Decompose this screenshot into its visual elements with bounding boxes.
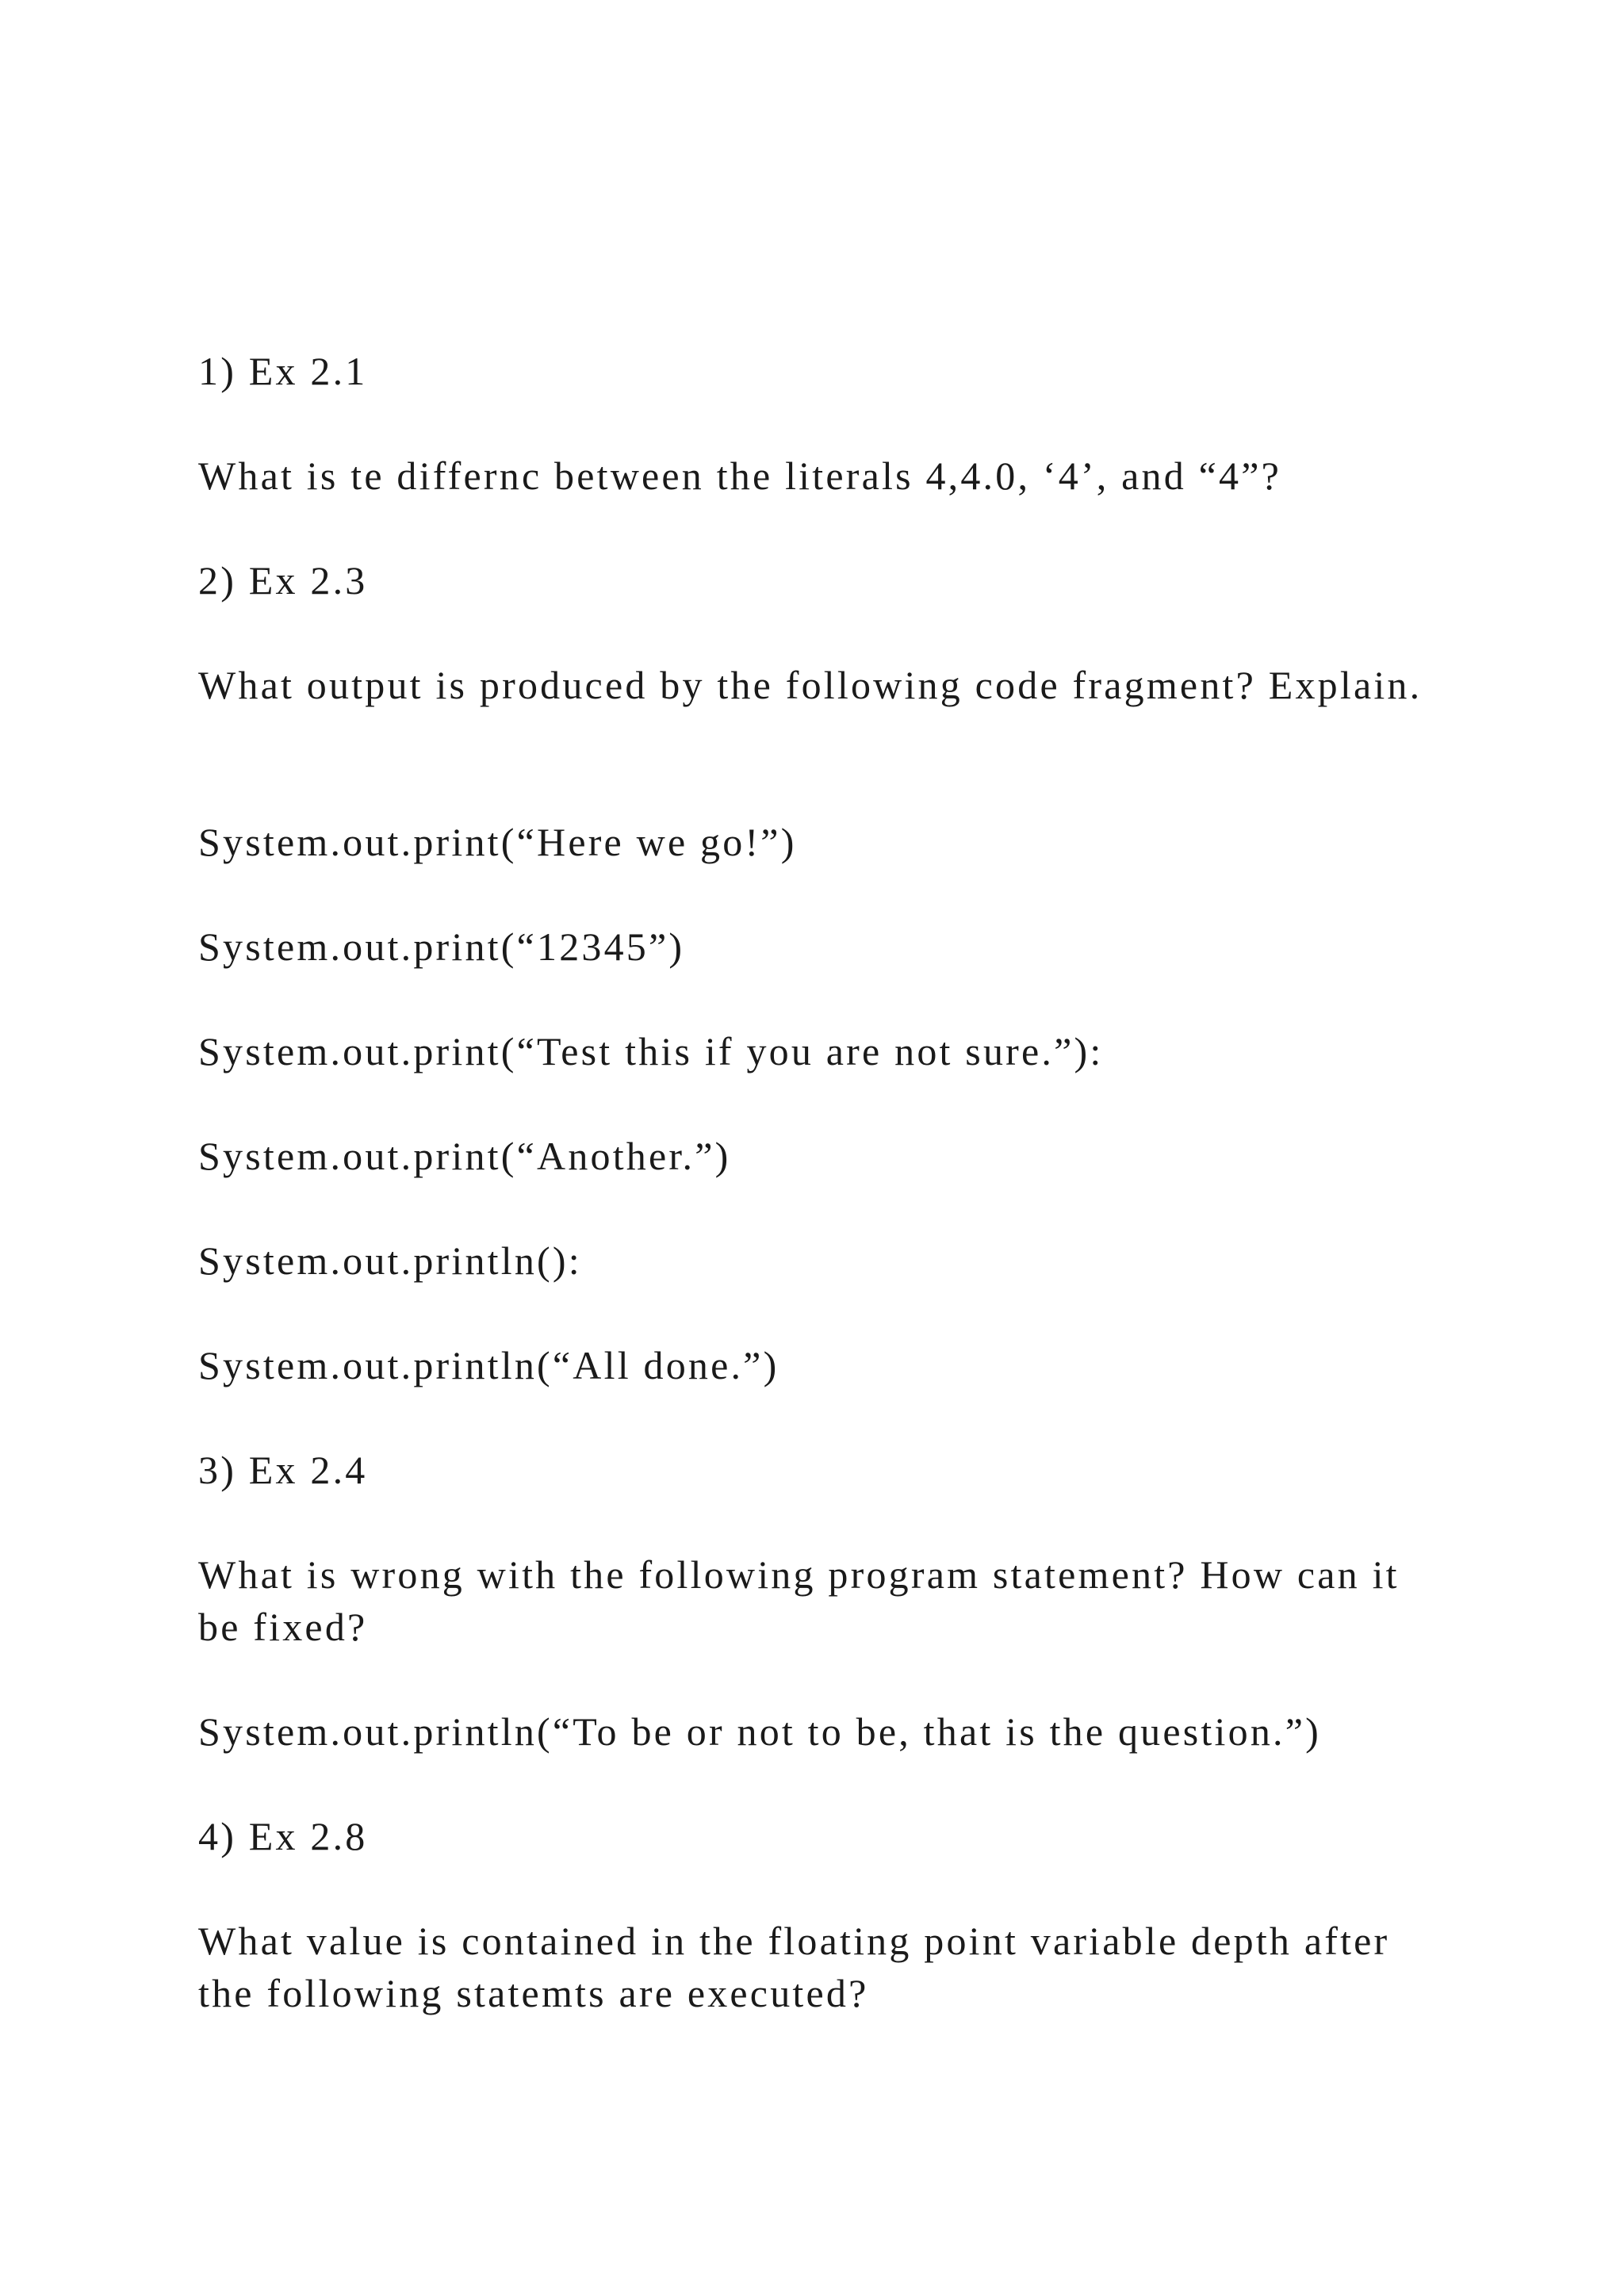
- code-line-1: System.out.print(“Here we go!”): [198, 820, 797, 864]
- exercise-heading-1: 1) Ex 2.1: [198, 349, 368, 393]
- code-line-3: System.out.print(“Test this if you are not sure.”):: [198, 1029, 1104, 1073]
- code-line-6: System.out.println(“All done.”): [198, 1343, 779, 1387]
- code-line-2: System.out.print(“12345”): [198, 924, 685, 969]
- question-text-3: What is wrong with the following program statement? How can it be fixed?: [198, 1552, 1400, 1649]
- code-line-7: System.out.println(“To be or not to be, that is the question.”): [198, 1709, 1321, 1754]
- exercise-heading-2: 2) Ex 2.3: [198, 558, 368, 603]
- question-text-4: What value is contained in the floating point variable depth after the following statemts are executed?: [198, 1919, 1390, 2015]
- code-line-4: System.out.print(“Another.”): [198, 1134, 731, 1178]
- question-text-2: What output is produced by the following code fragment? Explain.: [198, 663, 1423, 707]
- code-line-5: System.out.println():: [198, 1238, 582, 1283]
- exercise-heading-4: 4) Ex 2.8: [198, 1814, 368, 1858]
- question-text-1: What is te differnc between the literals 4,4.0, ‘4’, and “4”?: [198, 453, 1282, 498]
- exercise-heading-3: 3) Ex 2.4: [198, 1448, 368, 1492]
